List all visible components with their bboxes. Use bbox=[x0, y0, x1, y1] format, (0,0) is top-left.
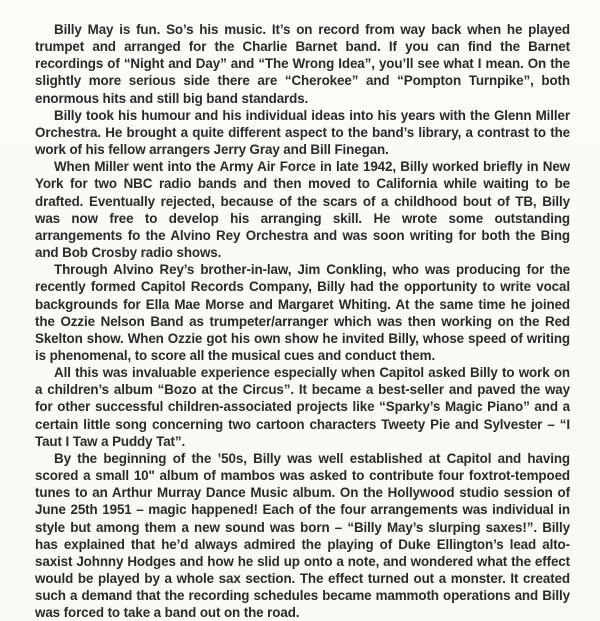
paragraph-1: Billy May is fun. So’s his music. It’s on record from way back when he played trumpet and arranged for the Charlie Barnet band. If you can find the Barnet recordings of “Night and Day” and “The Wrong Idea”, you’ll see what I mean. On the slightly more serious side there are “Cherokee” and “Pompton Turnpike”, both enormous hits and still big band standards. bbox=[35, 22, 570, 106]
paragraph-5: All this was invaluable experience especially when Capitol asked Billy to work on a children’s album “Bozo at the Circus”. It became a best-seller and paved the way for other successful children-associated projects like “Sparky’s Magic Piano” and a certain little song concerning two cartoon characters Tweety Pie and Sylvester – “I Taut I Taw a Puddy Tat”. bbox=[35, 365, 570, 449]
paragraph-4: Through Alvino Rey’s brother-in-law, Jim Conkling, who was producing for the recently formed Capitol Records Company, Billy had the opportunity to write vocal backgrounds for Ella Mae Morse and Margaret Whiting. At the same time he joined the Ozzie Nelson Band as trumpeter/arranger which was then working on the Red Skelton show. When Ozzie got his own show he invited Billy, whose speed of writing is phenomenal, to score all the musical cues and conduct them. bbox=[35, 262, 570, 363]
liner-notes-text bbox=[35, 21, 570, 621]
paragraph-6: By the beginning of the ’50s, Billy was well established at Capitol and having scored a small 10" album of mambos was asked to contribute four foxtrot-tempoed tunes to an Arthur Murray Dance Music album. On the Hollywood studio session of June 25th 1951 – magic happened! Each of the four arrangements was individual in style but among them a new sound was born – “Billy May’s slurping saxes!”. Billy has explained that he’d always admired the playing of Duke Ellington’s lead alto-saxist Johnny Hodges and how he slid up onto a note, and wondered what the effect would be played by a whole sax section. The effect turned out a monster. It created such a demand that the recording schedules became mammoth operations and Billy was forced to take a band out on the road. bbox=[35, 450, 570, 621]
paragraph-3: When Miller went into the Army Air Force in late 1942, Billy worked briefly in New York for two NBC radio bands and then moved to California while waiting to be drafted. Eventually rejected, because of the scars of a childhood bout of TB, Billy was now free to develop his arranging skill. He wrote some outstanding arrangements fo the Alvino Rey Orchestra and was soon writing for both the Bing and Bob Crosby radio shows. bbox=[35, 159, 570, 261]
paragraph-2: Billy took his humour and his individual ideas into his years with the Glenn Miller Orchestra. He brought a quite different aspect to the band’s library, a contrast to the work of his fellow arrangers Jerry Gray and Bill Finegan. bbox=[35, 107, 570, 158]
